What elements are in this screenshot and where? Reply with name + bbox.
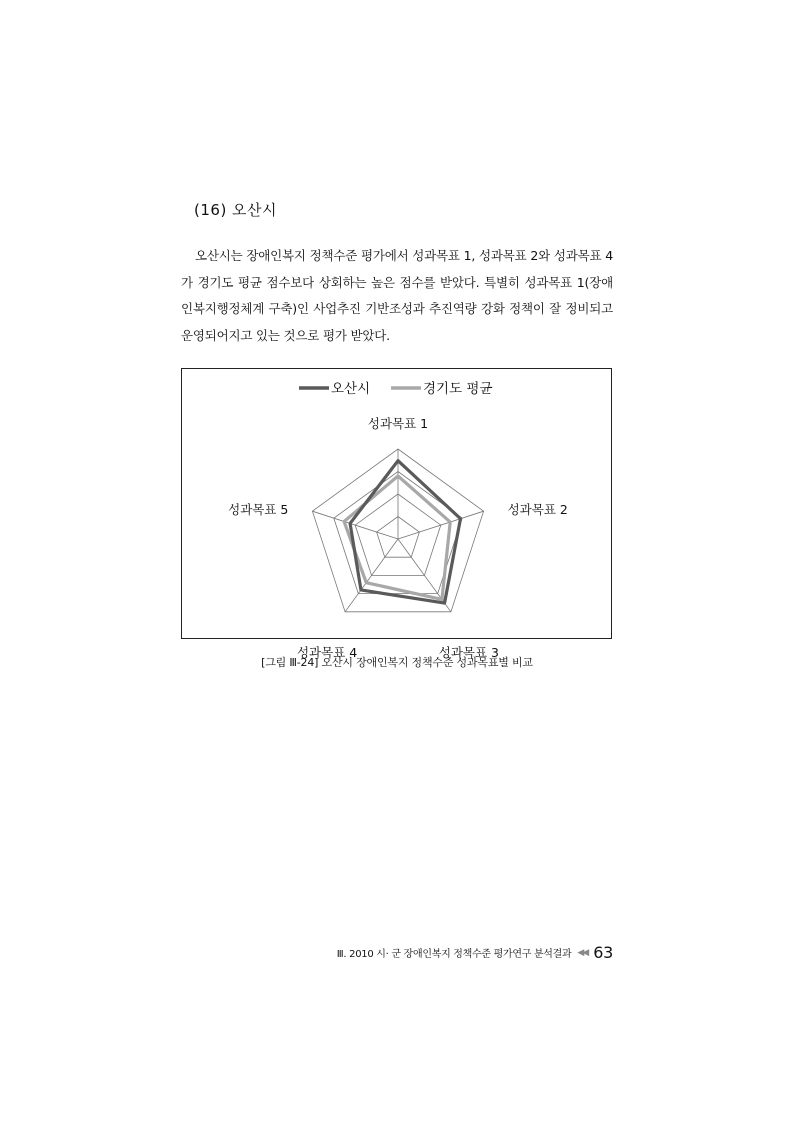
arrows-icon: ◀◀ — [577, 947, 588, 958]
axis-label: 성과목표 5 — [228, 502, 289, 518]
page-footer — [337, 943, 613, 962]
running-head: Ⅲ. 2010 시· 군 장애인복지 정책수준 평가연구 분석결과 — [336, 949, 572, 960]
axis-label: 성과목표 3 — [438, 644, 500, 660]
radar-chart — [181, 368, 612, 660]
radar-chart-svg — [182, 369, 611, 660]
chart-legend — [299, 380, 493, 397]
axis-label: 성과목표 1 — [367, 416, 429, 431]
axis-label: 성과목표 4 — [296, 644, 358, 660]
axis-label: 성과목표 2 — [507, 502, 568, 518]
section-title: (16) 오산시 — [194, 201, 278, 219]
legend-label: 경기도 평균 — [423, 381, 493, 397]
page-number: 63 — [593, 943, 613, 962]
body-paragraph: 오산시는 장애인복지 정책수준 평가에서 성과목표 1, 성과목표 2와 성과목표 4가 경기도 평균 점수보다 상회하는 높은 점수를 받았다. 특별히 성과목표 1(장애인복지행정체계 구축)인 사업추진 기반조성과 추진역량 강화 정책이 잘 정비되고 운영되어지고 있는 것으로 평가 받았다. — [181, 248, 613, 343]
legend-label: 오산시 — [331, 381, 371, 397]
figure-caption: [그림 Ⅲ-24] 오산시 장애인복지 정책수준 성과목표별 비교 — [261, 656, 533, 669]
